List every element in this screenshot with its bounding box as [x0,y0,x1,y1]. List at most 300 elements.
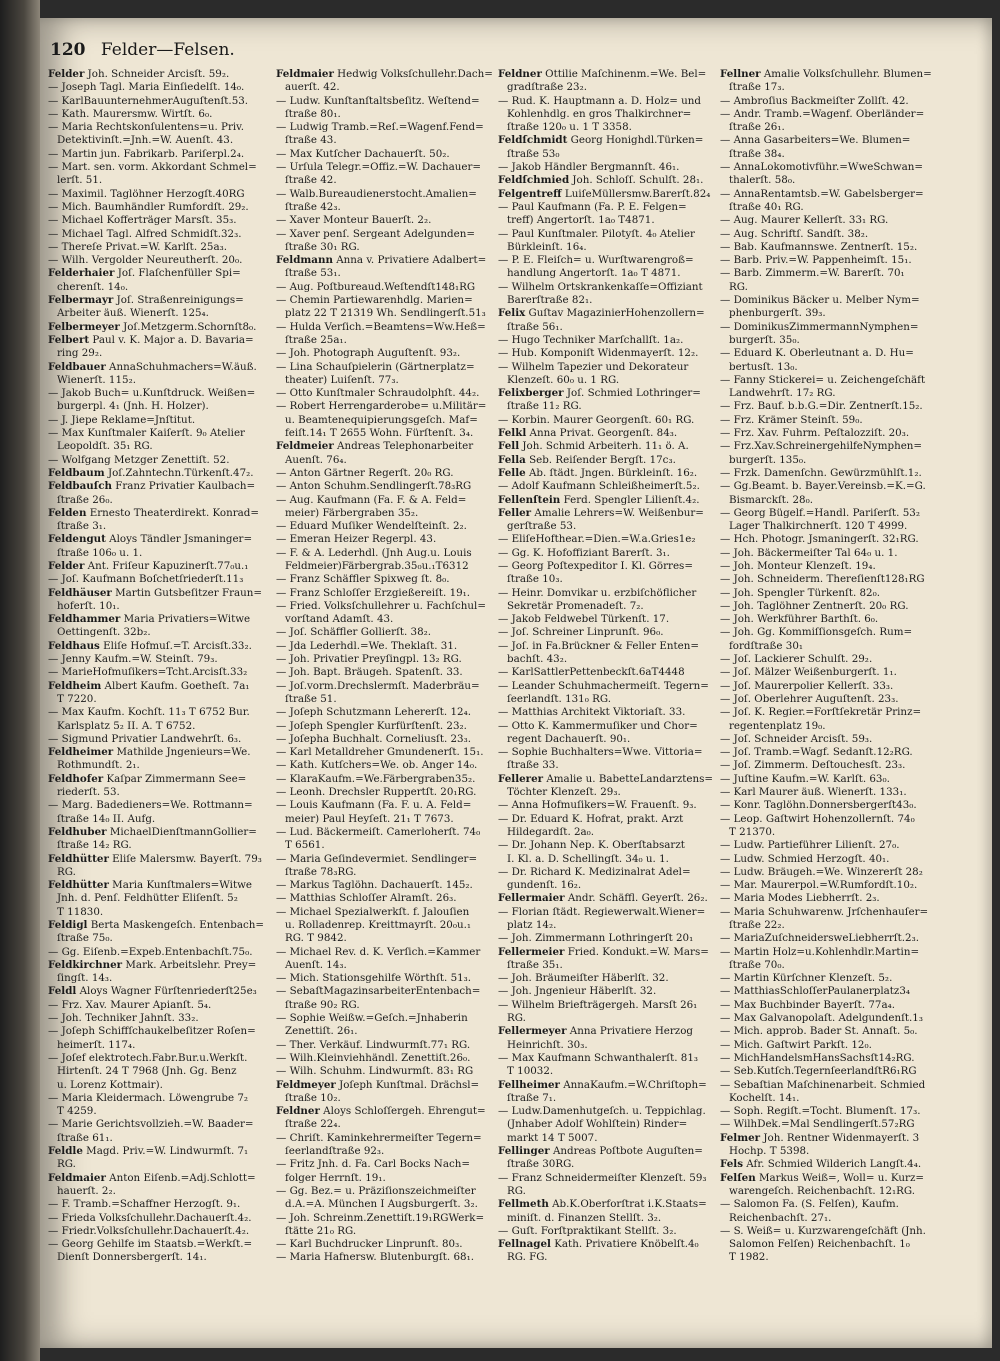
directory-line [48,547,270,560]
directory-line [276,81,498,94]
entry-text: Hedwig Volksſchullehr.Dach= [333,68,493,80]
directory-line [48,148,270,161]
entry-text: Magd. Priv.=W. Lindwurmſt. 7₁ [82,1145,249,1158]
directory-line [498,228,720,241]
page-title: Felder—Felsen. [100,40,235,60]
directory-line [498,959,720,972]
directory-line [720,1251,952,1264]
entry-text: phenburgerſt. 39₃. [729,307,826,320]
directory-line [48,414,270,427]
directory-line [48,1118,270,1131]
entry-text: Feldmeier)Färbergrab.35₀u.₁T6312 [285,559,469,572]
entry-surname: Feldl [48,985,77,998]
entry-text: — Matthias Architekt Viktoriaſt. 33. [498,706,686,719]
entry-text: — Wilhelm Ortskrankenkaſſe=Offiziant [498,280,703,293]
directory-line [498,573,720,586]
directory-line [48,906,270,919]
entry-text: ſtraße 40₁ RG. [729,200,804,213]
directory-line [48,134,270,147]
entry-text: ſtraße 14₀ II. Aufg. [57,812,156,825]
column-1 [48,68,270,1265]
directory-line [498,653,720,666]
entry-surname: Felix [498,307,526,320]
directory-line [276,387,498,400]
entry-surname: Fellinger [498,1145,550,1158]
entry-text: — Joſ. Zimmerm. Deſtouchesſt. 23₃. [720,759,906,772]
entry-text: — Heinr. Domvikar u. erzbiſchöflicher [498,586,697,599]
directory-line [276,1225,498,1238]
entry-text: RG. [57,865,76,878]
entry-surname: Fellnagel [498,1238,551,1251]
entry-text: — Dr. Richard K. Medizinalrat Adel= [498,865,691,878]
entry-text: ſtraße 61₁. [57,1131,113,1144]
directory-line [48,759,270,772]
directory-line [498,95,720,108]
directory-line [276,626,498,639]
directory-line [276,228,498,241]
entry-text: Anton Eiſenb.=Adj.Schlott= [105,1171,256,1184]
directory-line [48,174,270,187]
directory-line [276,1039,498,1052]
directory-line [498,1105,720,1118]
entry-text: — Matthias Schloſſer Alramſt. 26₃. [276,892,457,905]
entry-text: — Emeran Heizer Regerpl. 43. [276,533,437,546]
entry-surname: Feldhammer [48,613,121,626]
entry-surname: Feldhaus [48,639,100,652]
directory-line [276,1092,498,1105]
entry-text: — MariaZuſchneidersweLiebherrſt.2₃. [720,932,919,945]
entry-text: Amalie Volksſchullehr. Blumen= [760,68,932,80]
directory-line [720,387,952,400]
directory-line [48,892,270,905]
entry-text: — Walb.Bureaudienerstocht.Amalien= [276,187,477,200]
directory-line [720,733,952,746]
entry-text: — Ambroſius Backmeiſter Zollſt. 42. [720,94,909,107]
entry-surname: Feldmann [276,254,333,267]
entry-text: — Adolf Kaufmann Schleißheimerſt.5₂. [498,480,700,493]
entry-text: Andreas Telephonarbeiter [333,440,474,453]
entry-text: ſtraße 26₀. [57,493,113,506]
entry-text: — Joh. Jngenieur Häberlſt. 32. [498,985,657,998]
directory-line [498,174,720,187]
entry-text: riederſt. 53. [57,786,120,799]
entry-text: — Karl Maurer äuß. Wienerſt. 133₁. [720,786,907,799]
entry-text: ſtraße 42. [285,174,337,187]
entry-text: ſtraße 51. [285,692,337,705]
entry-surname: Feldbauſch [48,480,112,493]
entry-text: — Anton Schuhm.Sendlingerſt.78₃RG [276,480,472,493]
entry-text: Hochp. T 5398. [729,1145,810,1158]
directory-line [48,972,270,985]
entry-text: — KarlBauunternehmerAuguſtenſt.53. [48,94,249,107]
directory-line [720,294,952,307]
entry-text: — Eduard Muſiker Wendelſteinſt. 2₂. [276,520,467,533]
entry-text: — Franz Schäffler Spixweg ſt. 8₀. [276,573,450,586]
entry-text: Fried. Kondukt.=W. Mars= [564,945,709,958]
entry-text: — Wilh. Vergolder Neureutherſt. 20₀. [48,254,243,267]
entry-text: ſtraße 30₁ RG. [285,240,360,253]
entry-text: — Aug. Poſtbureaud.Weſtendſt148₁RG [276,280,476,293]
entry-text: gerſtraße 53. [507,520,577,533]
directory-line [720,1145,952,1158]
directory-line [720,454,952,467]
entry-text: — Andr. Tramb.=Wagenf. Oberländer= [720,107,925,120]
entry-text: — Florian ſtädt. Regiewerwalt.Wiener= [498,905,706,918]
directory-line [276,985,498,998]
entry-text: Klenzeſt. 60₀ u. 1 RG. [507,373,620,386]
entry-text: — Maria Kleidermach. Löwengrube 7₂ [48,1091,249,1104]
directory-line [48,374,270,387]
entry-text: — Franz Schneidermeiſter Klenzeſt. 59₃ [498,1171,707,1184]
entry-text: — Maria Geſindevermiet. Sendlinger= [276,852,478,865]
directory-line [276,307,498,320]
directory-line [720,201,952,214]
entry-text: Joſ. Flaſchenfüller Spi= [114,267,241,280]
entry-text: treff) Angertorſt. 1a₀ T4871. [507,214,655,227]
directory-line [276,1198,498,1211]
entry-surname: Fels [720,1158,744,1171]
entry-text: Sekretär Promenadeſt. 7₂. [507,599,644,612]
column-4 [720,68,952,1265]
directory-line [498,414,720,427]
entry-text: Joſ.Metzgerm.Schornſt8₀. [119,320,257,333]
directory-line [276,653,498,666]
entry-text: ſtraße 42₃. [285,200,341,213]
entry-text: — Maria Schuhwarenw. Jrſchenhauſer= [720,905,929,918]
entry-text: — Georg Poſtexpeditor I. Kl. Görres= [498,559,693,572]
directory-line [48,520,270,533]
directory-line [48,241,270,254]
entry-text: — Seb.Kutſch.TegernſeerlandſtR6₁RG [720,1065,917,1078]
entry-text: Seb. Reiſender Bergſt. 17c₃. [525,453,676,466]
entry-text: Joſ. Schmied Lothringer= [563,387,701,400]
directory-line [276,1158,498,1171]
entry-surname: Feldigl [48,919,88,931]
entry-text: — Bab. Kaufmannswe. Zentnerſt. 15₂. [720,240,918,253]
entry-text: — Joh. Monteur Klenzeſt. 19₄. [720,559,876,572]
directory-line [720,307,952,320]
entry-text: Auenſt. 76₄. [285,453,347,466]
directory-line [720,254,952,267]
entry-text: — Paul Kunſtmaler. Pilotyſt. 4₀ Atelier [498,227,695,240]
entry-surname: Feldner [276,1105,320,1118]
directory-line [48,1132,270,1145]
directory-line [498,68,720,81]
entry-text: regent Dachauerſt. 90₁. [507,732,631,745]
directory-line [498,919,720,932]
entry-text: — Sophie Buchhalters=Wwe. Vittoria= [498,746,703,759]
directory-line [276,1079,498,1092]
entry-text: — Joſef elektrotech.Fabr.Bur.u.Werkſt. [48,1051,248,1064]
entry-text: ring 29₂. [57,347,103,360]
entry-text: — Mart. sen. vorm. Akkordant Schmel= [48,161,257,174]
entry-text: Detektivinſt.=Jnh.=W. Auenſt. 43. [57,134,234,147]
entry-text: — Xaver Monteur Bauerſt. 2₂. [276,214,432,227]
directory-line [498,799,720,812]
directory-line [720,188,952,201]
entry-text: — Franz Schloſſer Erzgießereiſt. 19₁. [276,586,471,599]
entry-text: — Joh. Spengler Türkenſt. 82₀. [720,586,881,599]
directory-line [720,1039,952,1052]
directory-line [48,932,270,945]
entry-text: auerſt. 42. [285,81,340,94]
entry-text: T 10032. [507,1065,554,1078]
directory-line [276,95,498,108]
entry-text: — Joh. Bräumeiſter Häberlſt. 32. [498,972,669,985]
entry-surname: Feldmaier [276,68,334,80]
directory-line [48,347,270,360]
entry-text: — Dr. Eduard K. Hofrat, prakt. Arzt [498,812,684,825]
entry-text: ſtraße 17₃. [729,81,785,94]
directory-line [276,241,498,254]
directory-line [48,813,270,826]
entry-text: — Joh. Werkführer Barthſt. 6₀. [720,613,879,626]
entry-text: bertusſt. 13₀. [729,360,798,373]
directory-line [48,573,270,586]
entry-text: — Joh. Schreinm.Zenettiſt.19₁RGWerk= [276,1211,485,1224]
entry-text: — Guſt. Forſtpraktikant Stellſt. 3₂. [498,1224,677,1237]
entry-text: — Max Kaufmann Schwanthalerſt. 81₃ [498,1051,699,1064]
entry-text: Maria Kunſtmalers=Witwe [108,879,253,892]
directory-line [498,733,720,746]
entry-text: — Barb. Zimmerm.=W. Barerſt. 70₁ [720,267,905,280]
entry-text: — Robert Herrengarderobe= u.Militär= [276,400,487,413]
directory-line [720,946,952,959]
directory-line [720,853,952,866]
entry-text: — Joh. Gg. Kommiſſionsgeſch. Rum= [720,626,913,639]
entry-text: Ferd. Spengler Lilienſt.4₂. [560,493,700,506]
directory-line [720,706,952,719]
directory-line [720,214,952,227]
entry-text: — Kath. Maurersmw. Wirtſt. 6₀. [48,107,213,120]
entry-text: — Mich. Baumhändler Rumfordſt. 29₂. [48,200,249,213]
directory-line [720,985,952,998]
directory-line [720,1092,952,1105]
directory-line [720,480,952,493]
directory-line [720,1158,952,1171]
entry-text: — Frz. Krämer Steinſt. 59₀. [720,413,863,426]
entry-text: Joh. Rentner Widenmayerſt. 3 [760,1131,920,1144]
entry-text: Georg Honighdl.Türken= [567,134,704,147]
entry-text: — Ludw.Damenhutgeſch. u. Teppichlag. [498,1105,706,1118]
entry-text: Hirtenſt. 24 T 7968 (Jnh. Gg. Benz [57,1065,237,1078]
entry-text: — Joſ. Lackierer Schulſt. 29₂. [720,653,873,666]
entry-surname: Felbermeyer [48,320,120,333]
directory-line [498,626,720,639]
entry-text: burgerſt. 35₀. [729,333,800,346]
entry-text: — Wilh. Schuhm. Lindwurmſt. 83₁ RG [276,1065,474,1078]
directory-line [498,467,720,480]
directory-line [276,121,498,134]
entry-text: Salomon Felſen) Reichenbachſt. 1₀ [729,1238,910,1251]
book-binding-edge [0,0,40,1361]
entry-text: Berta Maskengeſch. Entenbach= [87,919,264,931]
entry-text: — Eduard K. Oberleutnant a. D. Hu= [720,347,914,360]
directory-line [498,1145,720,1158]
directory-line [48,1198,270,1211]
directory-line [48,693,270,706]
entry-text: — Sebaſtian Maſchinenarbeit. Schmied [720,1078,926,1091]
entry-text: — Marie Gerichtsvollzieh.=W. Baader= [48,1118,254,1131]
entry-text: Ernesto Theaterdirekt. Konrad= [86,506,260,519]
directory-line [720,959,952,972]
entry-text: — Maria Rechtskonſulentens=u. Priv. [48,121,245,134]
directory-line [48,454,270,467]
entry-surname: Fellermeier [498,945,565,958]
entry-text: — Joſ. Schreiner Linprunſt. 96₀. [498,626,664,639]
entry-text: — Joh. Bapt. Bräugeh. Spatenſt. 33. [276,666,463,679]
directory-line [48,1052,270,1065]
directory-line [720,680,952,693]
directory-line [498,241,720,254]
directory-line [498,400,720,413]
entry-text: — Wilhelm Tapezier und Dekorateur [498,360,689,373]
directory-line [276,706,498,719]
directory-line [276,201,498,214]
entry-text: — Otto K. Kammermuſiker und Chor= [498,719,698,732]
entry-text: — Kath. Kutſchers=We. ob. Anger 14₀. [276,759,478,772]
entry-text: — Joh. Taglöhner Zentnerſt. 20₀ RG. [720,599,909,612]
directory-line [48,387,270,400]
entry-text: — Jda Lederhdl.=We. Theklaſt. 31. [276,639,458,652]
entry-text: Karlsplatz 5₂ II. A. T 6752. [57,719,196,732]
entry-surname: Feldhofer [48,772,104,785]
directory-line [48,294,270,307]
directory-line [720,1105,952,1118]
directory-line [498,161,720,174]
directory-line [276,773,498,786]
entry-text: MichaelDienſtmannGollier= [106,825,257,838]
entry-text: — Frz.Xav.SchreinergehilfeNymphen= [720,440,923,453]
directory-line [276,759,498,772]
entry-text: ſingſt. 14₃. [57,972,113,985]
entry-text: Amalie u. BabetteLandarztens= [543,772,714,785]
directory-line [720,95,952,108]
directory-line [720,361,952,374]
entry-surname: Feldbauer [48,360,106,373]
entry-text: I. Kl. a. D. Schellingſt. 34₀ u. 1. [507,852,669,865]
entry-text: ſtraße 10₂. [285,1091,341,1104]
directory-line [720,347,952,360]
entry-text: bachſt. 43₂. [507,653,568,666]
entry-text: — Joh. Techniker Jahnſt. 33₂. [48,1012,199,1025]
entry-text: — Salomon Fa. (S. Felſen), Kaufm. [720,1198,899,1211]
directory-line [720,786,952,799]
directory-line [276,959,498,972]
directory-line [498,999,720,1012]
directory-line [498,188,720,201]
directory-line [276,467,498,480]
directory-line [498,1212,720,1225]
directory-line [276,134,498,147]
directory-line [276,946,498,959]
entry-text: — Joſ. Tramb.=Wagf. Sedanſt.12₂RG. [720,746,913,759]
directory-line [48,494,270,507]
directory-line [48,81,270,94]
directory-line [48,1158,270,1171]
entry-text: regentenplatz 19₀. [729,719,826,732]
directory-line [48,919,270,932]
directory-line [276,826,498,839]
directory-line [48,959,270,972]
entry-text: T 21370. [729,825,776,838]
directory-line [48,600,270,613]
directory-line [498,201,720,214]
directory-line [498,786,720,799]
directory-line [276,1185,498,1198]
entry-text: Zenettiſt. 26₁. [285,1025,358,1038]
directory-line [276,1065,498,1078]
entry-text: — Gg.Beamt. b. Bayer.Vereinsb.=K.=G. [720,480,926,493]
entry-text: — Jakob Händler Bergmannſt. 46₁. [498,161,680,174]
entry-text: — Ludw. Kunſtanſtaltsbeſitz. Weſtend= [276,94,480,107]
directory-line [498,547,720,560]
directory-line [720,600,952,613]
directory-line [48,95,270,108]
entry-text: ſtraße 11₂ RG. [507,400,582,413]
entry-text: Afr. Schmied Wilderich Langſt.4₄. [743,1158,922,1171]
directory-line [720,281,952,294]
entry-surname: Feldſchmied [498,174,570,187]
directory-line [720,174,952,187]
directory-line [48,254,270,267]
entry-surname: Fellmeth [498,1198,549,1211]
directory-line [720,121,952,134]
directory-line [498,267,720,280]
entry-surname: Feldbaum [48,466,105,479]
entry-surname: Fellner [720,68,761,80]
entry-surname: Fellerer [498,772,544,785]
directory-line [48,507,270,520]
entry-surname: Felden [48,506,87,519]
entry-text: burgerpl. 4₁ (Jnh. H. Holzer). [57,400,209,413]
entry-surname: Felmer [720,1131,761,1144]
directory-line [720,720,952,733]
directory-line [276,866,498,879]
directory-line [498,454,720,467]
directory-line [276,1145,498,1158]
entry-text: meier) Paul Heyſeſt. 21₁ T 7673. [285,812,454,825]
directory-line [276,374,498,387]
directory-line [498,361,720,374]
entry-text: — Frieda Volksſchullehr.Dachauerſt.4₂. [48,1211,252,1224]
directory-line [720,999,952,1012]
directory-line [720,427,952,440]
entry-surname: Fellenſtein [498,493,561,506]
entry-text: heimerſt. 117₄. [57,1038,136,1051]
directory-line [276,361,498,374]
entry-text: Ab. ſtädt. Jngen. Bürkleinſt. 16₂. [525,466,698,479]
entry-text: — MarieHofmuſikers=Tcht.Arcisſt.33₂ [48,666,248,679]
directory-line [276,746,498,759]
directory-line [276,999,498,1012]
directory-line [48,985,270,998]
directory-line [720,228,952,241]
directory-line [498,892,720,905]
entry-text: — Fried. Volksſchullehrer u. Fachſchul= [276,599,486,612]
directory-line [720,573,952,586]
directory-line [276,813,498,826]
entry-text: handlung Angertorſt. 1a₀ T 4871. [507,267,681,280]
directory-line [48,400,270,413]
entry-text: — J. Jiepe Reklame=Jnſtitut. [48,413,196,426]
entry-surname: Feldkirchner [48,958,123,971]
entry-text: — Ludw. Schmied Herzogſt. 40₁. [720,852,890,865]
entry-text: — P. E. Fleiſch= u. Wurſtwarengroß= [498,254,694,267]
entry-text: — MatthiasSchloſſerPaulanerplatz3₄ [720,985,911,998]
directory-line [48,161,270,174]
entry-text: Anna v. Privatiere Adalbert= [332,254,487,267]
